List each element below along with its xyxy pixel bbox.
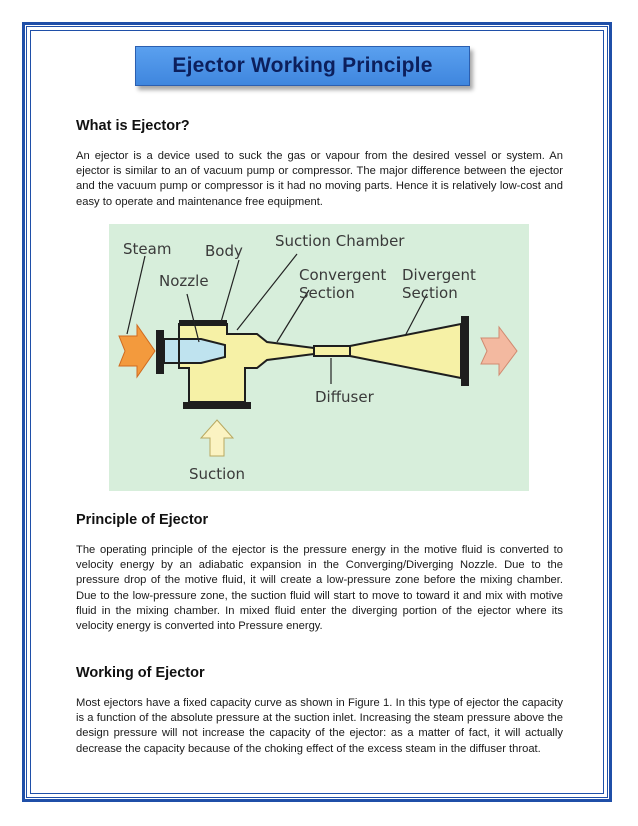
label-body: Body xyxy=(205,242,243,260)
title-banner xyxy=(135,46,470,86)
heading-principle-of-ejector: Principle of Ejector xyxy=(76,512,209,528)
label-convergent: Convergent xyxy=(299,266,387,284)
ejector-diagram xyxy=(109,224,529,491)
label-divergent-section: Section xyxy=(402,284,458,302)
label-steam: Steam xyxy=(123,240,172,258)
inlet-flange xyxy=(156,330,164,374)
heading-what-is-ejector: What is Ejector? xyxy=(76,118,190,134)
label-convergent-section: Section xyxy=(299,284,355,302)
label-diffuser: Diffuser xyxy=(315,388,374,406)
label-suction: Suction xyxy=(189,465,246,483)
diffuser-throat xyxy=(314,346,350,356)
page-title: Ejector Working Principle xyxy=(172,54,433,77)
heading-working-of-ejector: Working of Ejector xyxy=(76,665,205,681)
paragraph-working-of-ejector: Most ejectors have a fixed capacity curve as shown in Figure 1. In this type of ejector the capacity is a function of the absolute pressure at the suction inlet. Increasing the steam pressure above the design pressure will not increase the capacity of the ejector: as a matter of fact, it will actually decrease the capacity because of the choking effect of the excess steam in the diffuser throat. xyxy=(76,697,563,755)
outlet-flange xyxy=(461,316,469,386)
body-cap xyxy=(179,320,227,326)
paragraph-what-is-ejector: An ejector is a device used to suck the gas or vapour from the desired vessel or system. An ejector is similar to an of vacuum pump or compressor. The major difference between the ejector and the vacuum pump or compressor is it had no moving parts. Hence it is relatively low-cost and easy to operate and maintenance free equipment. xyxy=(76,150,563,208)
label-divergent: Divergent xyxy=(402,266,476,284)
suction-flange xyxy=(183,402,251,409)
label-nozzle: Nozzle xyxy=(159,272,209,290)
paragraph-principle-of-ejector: The operating principle of the ejector is the pressure energy in the motive fluid is converted to velocity energy by an adiabatic expansion in the Converging/Diverging Nozzle. Due to the pressure drop of the motive fluid, it will create a low-pressure zone before the mixing chamber. Due to the low-pressure zone, the suction fluid will start to move to toward it and mix with motive fluid in the mixing chamber. In mixed fluid enter the diverging portion of the ejector where its velocity energy is converted into Pressure energy. xyxy=(76,544,563,633)
label-suction-chamber: Suction Chamber xyxy=(275,232,405,250)
